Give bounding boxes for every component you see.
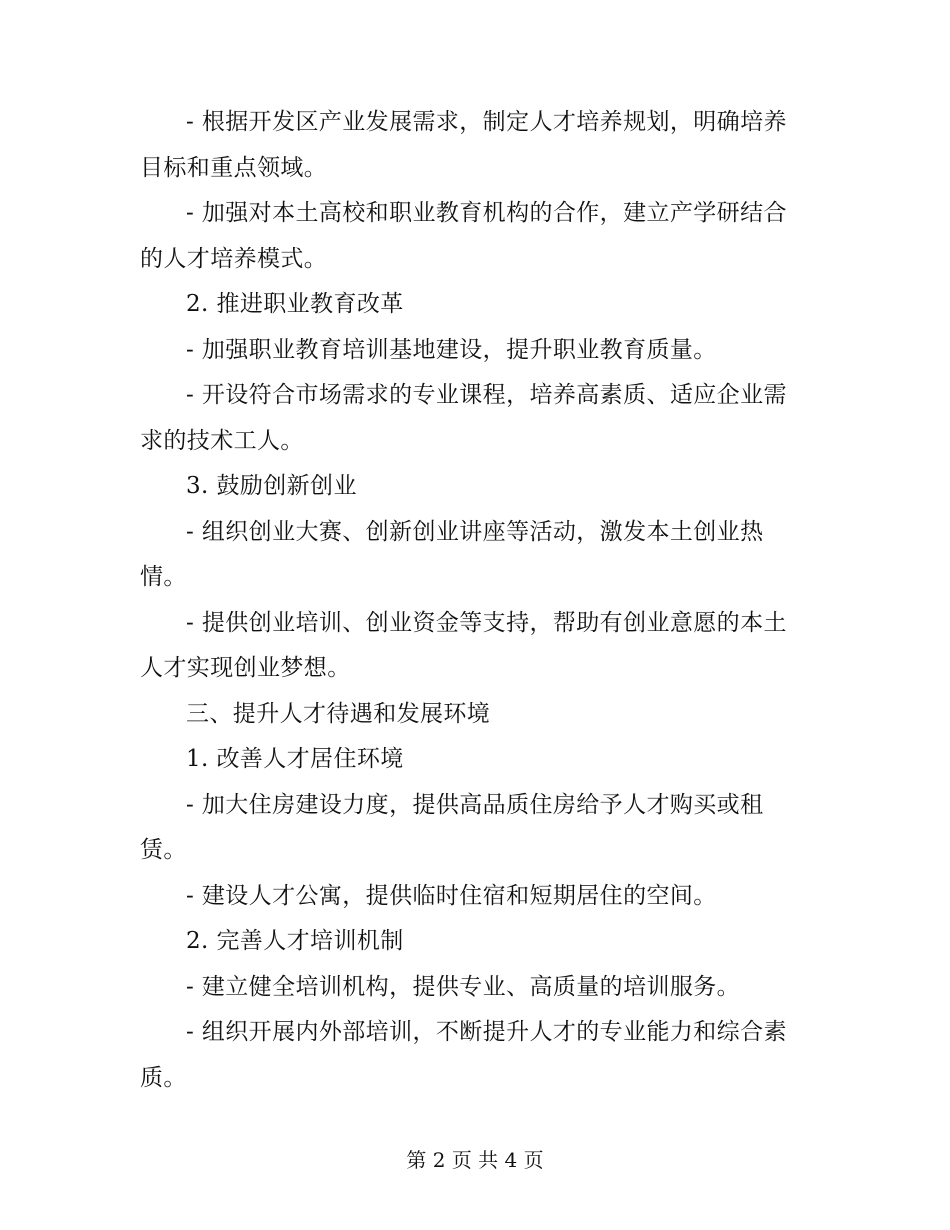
document-body: [140, 100, 800, 1101]
paragraph: - 根据开发区产业发展需求，制定人才培养规划，明确培养目标和重点领域。: [140, 109, 787, 181]
section-heading: 2. 推进职业教育改革: [186, 291, 404, 317]
paragraph: - 加大住房建设力度，提供高品质住房给予人才购买或租赁。: [140, 791, 764, 863]
section-heading: 3. 鼓励创新创业: [186, 473, 357, 499]
paragraph: - 建设人才公寓，提供临时住宿和短期居住的空间。: [186, 882, 717, 909]
paragraph: - 组织创业大赛、创新创业讲座等活动，激发本土创业热情。: [140, 518, 764, 590]
paragraph: - 开设符合市场需求的专业课程，培养高素质、适应企业需求的技术工人。: [140, 382, 787, 454]
paragraph: - 建立健全培训机构，提供专业、高质量的培训服务。: [186, 973, 741, 1000]
chapter-heading: 三、提升人才待遇和发展环境: [186, 700, 491, 727]
paragraph: - 组织开展内外部培训，不断提升人才的专业能力和综合素质。: [140, 1019, 787, 1091]
page-number-footer: 第 2 页 共 4 页: [406, 1148, 544, 1172]
section-heading: 1. 改善人才居住环境: [186, 746, 404, 772]
paragraph: - 加强对本土高校和职业教育机构的合作，建立产学研结合的人才培养模式。: [140, 200, 787, 272]
section-heading: 2. 完善人才培训机制: [186, 928, 404, 954]
paragraph: - 加强职业教育培训基地建设，提升职业教育质量。: [186, 336, 717, 363]
paragraph: - 提供创业培训、创业资金等支持，帮助有创业意愿的本土人才实现创业梦想。: [140, 609, 787, 681]
